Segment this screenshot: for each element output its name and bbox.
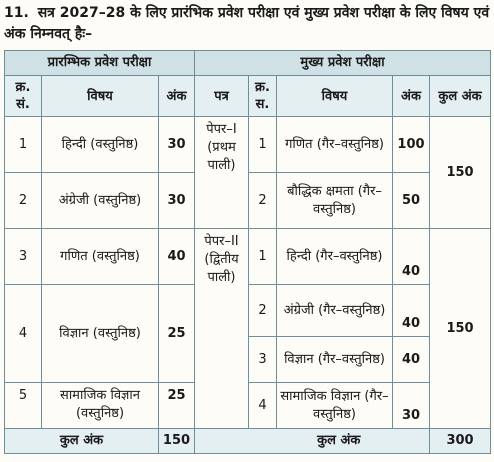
exam-subjects-table (4, 50, 491, 454)
serial-main-header: क्र. स. (249, 76, 277, 117)
main-subject: हिन्दी (गैर–वस्तुनिष्ठ) (277, 229, 393, 285)
prelim-marks: 30 (159, 117, 195, 173)
main-subject: विज्ञान (गैर–वस्तुनिष्ठ) (277, 337, 393, 383)
intro-paragraph (4, 3, 490, 45)
prelim-serial: 3 (5, 229, 42, 285)
prelim-subject: विज्ञान (वस्तुनिष्ठ) (42, 285, 159, 383)
prelim-marks: 25 (159, 383, 195, 429)
main-serial: 1 (249, 229, 277, 285)
prelim-subject: गणित (वस्तुनिष्ठ) (42, 229, 159, 285)
main-subject: सामाजिक विज्ञान (गैर–वस्तुनिष्ठ) (277, 383, 393, 429)
table-row (5, 173, 491, 229)
main-marks: 40 (393, 285, 430, 337)
table-row (5, 229, 491, 285)
prelim-subject: सामाजिक विज्ञान (वस्तुनिष्ठ) (42, 383, 159, 429)
main-marks: 100 (393, 117, 430, 173)
main-subject: अंग्रेजी (गैर–वस्तुनिष्ठ) (277, 285, 393, 337)
main-total-value: 300 (430, 429, 491, 454)
marks-header: अंक (159, 76, 195, 117)
main-serial: 1 (249, 117, 277, 173)
prelim-marks: 30 (159, 173, 195, 229)
prelim-serial: 4 (5, 285, 42, 383)
table-row (5, 117, 491, 173)
main-marks: 50 (393, 173, 430, 229)
prelim-serial: 5 (5, 383, 42, 429)
prelim-serial: 1 (5, 117, 42, 173)
table-row (5, 285, 491, 337)
main-serial: 2 (249, 173, 277, 229)
main-serial: 3 (249, 337, 277, 383)
paper-total: 150 (430, 229, 491, 429)
section-number: 11. (4, 5, 29, 21)
paper-name: पेपर–II (द्वितीय पाली) (195, 229, 249, 429)
main-subject: गणित (गैर–वस्तुनिष्ठ) (277, 117, 393, 173)
header-row-2 (5, 76, 491, 117)
main-marks: 40 (393, 337, 430, 383)
main-marks: 30 (393, 383, 430, 429)
paper-name: पेपर–I (प्रथम पाली) (195, 117, 249, 229)
totals-row (5, 429, 491, 454)
main-subject: बौद्धिक क्षमता (गैर–वस्तुनिष्ठ) (277, 173, 393, 229)
header-row-1 (5, 51, 491, 76)
intro-text: सत्र 2027–28 के लिए प्रारंभिक प्रवेश परीक्षा एवं मुख्य प्रवेश परीक्षा के लिए विषय एवं अंक निम्नवत् हैः– (4, 5, 490, 42)
prelim-marks: 40 (159, 229, 195, 285)
prelim-serial: 2 (5, 173, 42, 229)
main-serial: 2 (249, 285, 277, 337)
total-marks-header: कुल अंक (430, 76, 491, 117)
table-row (5, 383, 491, 429)
serial-header: क्र. सं. (5, 76, 42, 117)
prelim-subject: हिन्दी (वस्तुनिष्ठ) (42, 117, 159, 173)
main-marks: 40 (393, 229, 430, 285)
main-exam-header: मुख्य प्रवेश परीक्षा (195, 51, 491, 76)
paper-total: 150 (430, 117, 491, 229)
subject-header: विषय (42, 76, 159, 117)
marks-main-header: अंक (393, 76, 430, 117)
prelim-subject: अंग्रेजी (वस्तुनिष्ठ) (42, 173, 159, 229)
main-serial: 4 (249, 383, 277, 429)
prelim-total-label: कुल अंक (5, 429, 159, 454)
prelim-marks: 25 (159, 285, 195, 383)
total-row-spacer (195, 429, 249, 454)
subject-main-header: विषय (277, 76, 393, 117)
prelim-total-value: 150 (159, 429, 195, 454)
main-total-label: कुल अंक (249, 429, 430, 454)
paper-header: पत्र (195, 76, 249, 117)
prelim-exam-header: प्रारम्भिक प्रवेश परीक्षा (5, 51, 195, 76)
